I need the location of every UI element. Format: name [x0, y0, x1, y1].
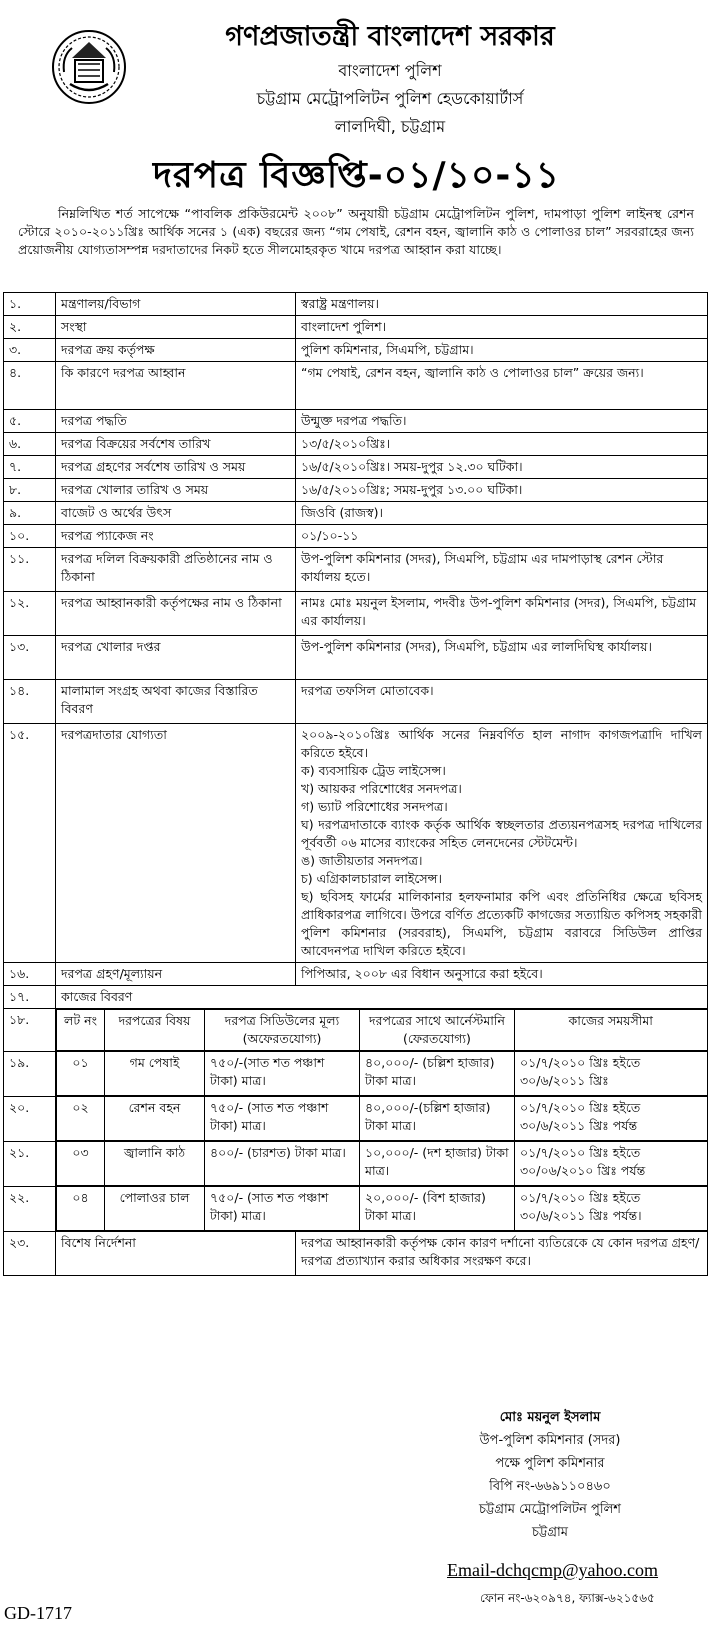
- row-number: ১৬.: [4, 963, 56, 986]
- table-row: [4, 1141, 708, 1186]
- table-row: [4, 479, 708, 502]
- row-value: উন্মুক্ত দরপত্র পদ্ধতি।: [296, 410, 708, 433]
- qualification-item: ছ) ছবিসহ ফার্মের মালিকানার হলফনামার কপি এবং প্রতিনিধির ক্ষেত্রে ছবিসহ প্রাধিকারপত্র লাগিবে। উপরে বর্ণিত প্রত্যেকটি কাগজের সত্যায়িত কপিসহ সহকারী পুলিশ কমিশনার (সরবরাহ), সিএমপি, চট্টগ্রাম বরাবরে সিডিউল প্রাপ্তির আবেদনপত্র দাখিল করিতে হইবে।: [301, 889, 702, 958]
- table-row: [4, 636, 708, 680]
- department-name: বাংলাদেশ পুলিশ: [338, 61, 442, 80]
- lot-subject: রেশন বহন: [105, 1097, 205, 1141]
- intro-paragraph: নিম্নলিখিত শর্ত সাপেক্ষে “পাবলিক প্রকিউরমেন্ট ২০০৮” অনুযায়ী চট্টগ্রাম মেট্রোপলিটন পুলিশ, দামপাড়া পুলিশ লাইনস্থ রেশন স্টোরে ২০১০-২০১১খ্রিঃ আর্থিক সনের ১ (এক) বছরের জন্য “গম পেষাই, রেশন বহন, জ্বালানি কাঠ ও পোলাওর চাল” সরবরাহের জন্য প্রয়োজনীয় যোগ্যতাসম্পন্ন দরদাতাদের নিকট হতে সীলমোহরকৃত খামে দরপত্র আহ্বান করা যাচ্ছে।: [18, 206, 694, 257]
- row-label: সংস্থা: [56, 316, 296, 339]
- lot-work-period: ০১/৭/২০১০ খ্রিঃ হইতে ৩০/০৬/২০১০ খ্রিঃ পর্যন্ত: [515, 1142, 708, 1186]
- table-row: [4, 592, 708, 636]
- signatory-on-behalf: পক্ষে পুলিশ কমিশনার: [495, 1456, 605, 1471]
- lot-schedule-price: ৭৫০/-(সাত শত পঞ্চাশ টাকা) মাত্র।: [205, 1052, 360, 1096]
- row-label: দরপত্র গ্রহণের সর্বশেষ তারিখ ও সময়: [56, 456, 296, 479]
- lot-number: ০৪: [57, 1187, 105, 1231]
- table-row: [4, 293, 708, 316]
- lot-cell: [56, 1051, 708, 1096]
- qualification-item: চ) এগ্রিকালচারাল লাইসেন্স।: [301, 871, 442, 886]
- row-label: দরপত্র পদ্ধতি: [56, 410, 296, 433]
- lot-work-period: ০১/৭/২০১০ খ্রিঃ হইতে ৩০/৬/২০১১ খ্রিঃ: [515, 1052, 708, 1096]
- header-lot: লট নং: [57, 1010, 105, 1051]
- table-row: [4, 456, 708, 479]
- row-number: ১৫.: [4, 724, 56, 963]
- lot-row: [57, 1052, 708, 1096]
- lot-cell: [56, 1186, 708, 1232]
- row-number: ১৮.: [4, 1009, 56, 1052]
- contact-email: Email-dchqcmp@yahoo.com: [447, 1560, 659, 1580]
- work-schedule-cell: [56, 1009, 708, 1052]
- row-label: দরপত্রদাতার যোগ্যতা: [56, 724, 296, 963]
- row-number: ৫.: [4, 410, 56, 433]
- lot-cell: [56, 1096, 708, 1141]
- lot-number: ০২: [57, 1097, 105, 1141]
- lot-earnest-money: ১০,০০০/- (দশ হাজার) টাকা মাত্র।: [360, 1142, 515, 1186]
- lot-number: ০৩: [57, 1142, 105, 1186]
- lot-row: [57, 1097, 708, 1141]
- lot-earnest-money: ২০,০০০/- (বিশ হাজার) টাকা মাত্র।: [360, 1187, 515, 1231]
- row-number: ১.: [4, 293, 56, 316]
- row-value: পিপিআর, ২০০৮ এর বিধান অনুসারে করা হইবে।: [296, 963, 708, 986]
- signature-block: [400, 1406, 700, 1544]
- row-value: দরপত্র আহ্বানকারী কর্তৃপক্ষ কোন কারণ দর্শানো ব্যতিরেকে যে কোন দরপত্র গ্রহণ/দরপত্র প্রত্যাখ্যান করার অধিকার সংরক্ষণ করে।: [296, 1232, 708, 1276]
- signatory-city: চট্টগ্রাম: [532, 1525, 568, 1540]
- lot-table: [56, 1186, 708, 1231]
- row-number: ৮.: [4, 479, 56, 502]
- lot-earnest-money: ৪০,০০০/- (চল্লিশ হাজার) টাকা মাত্র।: [360, 1052, 515, 1096]
- row-value: নামঃ মোঃ ময়নুল ইসলাম, পদবীঃ উপ-পুলিশ কমিশনার (সদর), সিএমপি, চট্টগ্রাম এর কার্যালয়।: [296, 592, 708, 636]
- row-value: ০১/১০-১১: [296, 525, 708, 548]
- row-number: ২০.: [4, 1096, 56, 1141]
- row-value: জিওবি (রাজস্ব)।: [296, 502, 708, 525]
- row-value: উপ-পুলিশ কমিশনার (সদর), সিএমপি, চট্টগ্রাম এর লালদিঘিস্থ কার্যালয়।: [296, 636, 708, 680]
- table-row: [4, 410, 708, 433]
- table-row: [4, 1186, 708, 1232]
- work-schedule-row: [4, 1009, 708, 1052]
- lot-subject: পোলাওর চাল: [105, 1187, 205, 1231]
- notice-code: GD-1717: [4, 1603, 72, 1623]
- signatory-designation: উপ-পুলিশ কমিশনার (সদর): [479, 1433, 621, 1448]
- lot-subject: জ্বালানি কাঠ: [105, 1142, 205, 1186]
- lot-row: [57, 1142, 708, 1186]
- row-label: দরপত্র গ্রহণ/মূল্যায়ন: [56, 963, 296, 986]
- tender-details-table: [3, 292, 708, 1276]
- government-title: গণপ্রজাতন্ত্রী বাংলাদেশ সরকার: [225, 21, 555, 52]
- lot-schedule-price: ৭৫০/- (সাত শত পঞ্চাশ টাকা) মাত্র।: [205, 1187, 360, 1231]
- row-number: ২২.: [4, 1186, 56, 1232]
- lot-table: [56, 1051, 708, 1096]
- qualification-item: ঙ) জাতীয়তার সনদপত্র।: [301, 853, 423, 868]
- row-value: পুলিশ কমিশনার, সিএমপি, চট্টগ্রাম।: [296, 339, 708, 362]
- lot-number: ০১: [57, 1052, 105, 1096]
- table-row: [4, 339, 708, 362]
- lot-schedule-price: ৪০০/- (চারশত) টাকা মাত্র।: [205, 1142, 360, 1186]
- signatory-bp-number: বিপি নং-৬৬৯১১০৪৬০: [489, 1479, 611, 1494]
- row-number: ১০.: [4, 525, 56, 548]
- lot-schedule-price: ৭৫০/- (সাত শত পঞ্চাশ টাকা) মাত্র।: [205, 1097, 360, 1141]
- qualification-item: ঘ) দরপত্রদাতাকে ব্যাংক কর্তৃক আর্থিক স্বচ্ছলতার প্রত্যয়নপত্রসহ দরপত্র দাখিলের পূর্ববর্তী ০৬ মাসের ব্যাংকের সহিত লেনদেনের স্টেটমেন্ট।: [301, 817, 702, 850]
- row-number: ৯.: [4, 502, 56, 525]
- table-row: [4, 433, 708, 456]
- table-row: [4, 1096, 708, 1141]
- table-row: [4, 963, 708, 986]
- unit-name: চট্টগ্রাম মেট্রোপলিটন পুলিশ হেডকোয়ার্টার্স: [256, 89, 524, 108]
- notice-header: [0, 0, 713, 200]
- row-value: ১৩/৫/২০১০খ্রিঃ।: [296, 433, 708, 456]
- table-row: [4, 680, 708, 724]
- lot-subject: গম পেষাই: [105, 1052, 205, 1096]
- table-row: [4, 525, 708, 548]
- notice-title: দরপত্র বিজ্ঞপ্তি-০১/১০-১১: [152, 155, 561, 196]
- row-label: দরপত্র খোলার তারিখ ও সময়: [56, 479, 296, 502]
- lot-work-period: ০১/৭/২০১০ খ্রিঃ হইতে ৩০/৬/২০১১ খ্রিঃ পর্যন্ত: [515, 1097, 708, 1141]
- qualification-item: গ) ভ্যাট পরিশোধের সনদপত্র।: [301, 799, 448, 814]
- table-row: [4, 1051, 708, 1096]
- row-number: ১৪.: [4, 680, 56, 724]
- lot-row: [57, 1187, 708, 1231]
- row-label: দরপত্র আহ্বানকারী কর্তৃপক্ষের নাম ও ঠিকানা: [56, 592, 296, 636]
- row-value: উপ-পুলিশ কমিশনার (সদর), সিএমপি, চট্টগ্রাম এর দামপাড়াস্থ রেশন স্টোর কার্যালয় হতে।: [296, 548, 708, 592]
- qualification-row: [4, 724, 708, 963]
- row-number: ১৯.: [4, 1051, 56, 1096]
- row-value: “গম পেষাই, রেশন বহন, জ্বালানি কাঠ ও পোলাওর চাল” ক্রয়ের জন্য।: [296, 362, 708, 410]
- row-label: বিশেষ নির্দেশনা: [56, 1232, 296, 1276]
- row-number: ১৩.: [4, 636, 56, 680]
- table-row: [4, 502, 708, 525]
- table-row: [4, 362, 708, 410]
- qualification-lead: ২০০৯-২০১০খ্রিঃ আর্থিক সনের নিম্নবর্ণিত হাল নাগাদ কাগজপত্রাদি দাখিল করিতে হইবে।: [301, 727, 702, 760]
- row-label: দরপত্র প্যাকেজ নং: [56, 525, 296, 548]
- row-number: ৪.: [4, 362, 56, 410]
- header-subject: দরপত্রের বিষয়: [105, 1010, 205, 1051]
- row-number: ৬.: [4, 433, 56, 456]
- contact-phone: ফোন নং-৬২০৯৭৪, ফ্যাক্স-৬২১৫৬৫: [480, 1591, 655, 1605]
- row-label: মালামাল সংগ্রহ অথবা কাজের বিস্তারিত বিবরণ: [56, 680, 296, 724]
- lot-work-period: ০১/৭/২০১০ খ্রিঃ হইতে ৩০/৬/২০১১ খ্রিঃ পর্যন্ত।: [515, 1187, 708, 1231]
- table-row: [4, 1232, 708, 1276]
- row-value: ১৬/৫/২০১০খ্রিঃ; সময়-দুপুর ১৩.০০ ঘটিকা।: [296, 479, 708, 502]
- table-row: [4, 986, 708, 1009]
- row-label: দরপত্র দলিল বিক্রয়কারী প্রতিষ্ঠানের নাম ও ঠিকানা: [56, 548, 296, 592]
- row-label: কাজের বিবরণ: [56, 986, 708, 1009]
- table-row: [4, 548, 708, 592]
- row-number: ২১.: [4, 1141, 56, 1186]
- row-number: ২.: [4, 316, 56, 339]
- lot-cell: [56, 1141, 708, 1186]
- row-number: ২৩.: [4, 1232, 56, 1276]
- table-row: [4, 316, 708, 339]
- row-label: মন্ত্রণালয়/বিভাগ: [56, 293, 296, 316]
- office-address: লালদিঘী, চট্টগ্রাম: [334, 117, 446, 136]
- qualification-item: খ) আয়কর পরিশোধের সনদপত্র।: [301, 781, 462, 796]
- header-schedule-price: দরপত্র সিডিউলের মূল্য (অফেরতযোগ্য): [205, 1010, 360, 1051]
- row-label: দরপত্র খোলার দপ্তর: [56, 636, 296, 680]
- lot-table: [56, 1141, 708, 1186]
- row-value: বাংলাদেশ পুলিশ।: [296, 316, 708, 339]
- row-value: স্বরাষ্ট্র মন্ত্রণালয়।: [296, 293, 708, 316]
- lot-table: [56, 1096, 708, 1141]
- row-label: দরপত্র বিক্রয়ের সর্বশেষ তারিখ: [56, 433, 296, 456]
- qualification-item: ক) ব্যবসায়িক ট্রেড লাইসেন্স।: [301, 763, 446, 778]
- lot-earnest-money: ৪০,০০০/-(চল্লিশ হাজার) টাকা মাত্র।: [360, 1097, 515, 1141]
- row-number: ১২.: [4, 592, 56, 636]
- row-number: ৭.: [4, 456, 56, 479]
- police-emblem-icon: [50, 28, 128, 106]
- row-number: ১৭.: [4, 986, 56, 1009]
- row-label: বাজেট ও অর্থের উৎস: [56, 502, 296, 525]
- row-number: ৩.: [4, 339, 56, 362]
- signatory-name: মোঃ ময়নুল ইসলাম: [499, 1410, 601, 1425]
- work-header-row: [57, 1010, 708, 1051]
- header-earnest-money: দরপত্রের সাথে আর্নেস্টমানি (ফেরতযোগ্য): [360, 1010, 515, 1051]
- row-label: দরপত্র ক্রয় কর্তৃপক্ষ: [56, 339, 296, 362]
- row-value: ১৬/৫/২০১০খ্রিঃ। সময়-দুপুর ১২.৩০ ঘটিকা।: [296, 456, 708, 479]
- work-schedule-table: [56, 1009, 708, 1051]
- row-value: দরপত্র তফসিল মোতাবেক।: [296, 680, 708, 724]
- row-number: ১১.: [4, 548, 56, 592]
- header-work-period: কাজের সময়সীমা: [515, 1010, 708, 1051]
- qualification-list: [296, 724, 708, 963]
- row-label: কি কারণে দরপত্র আহ্বান: [56, 362, 296, 410]
- signatory-organization: চট্টগ্রাম মেট্রোপলিটন পুলিশ: [479, 1502, 621, 1517]
